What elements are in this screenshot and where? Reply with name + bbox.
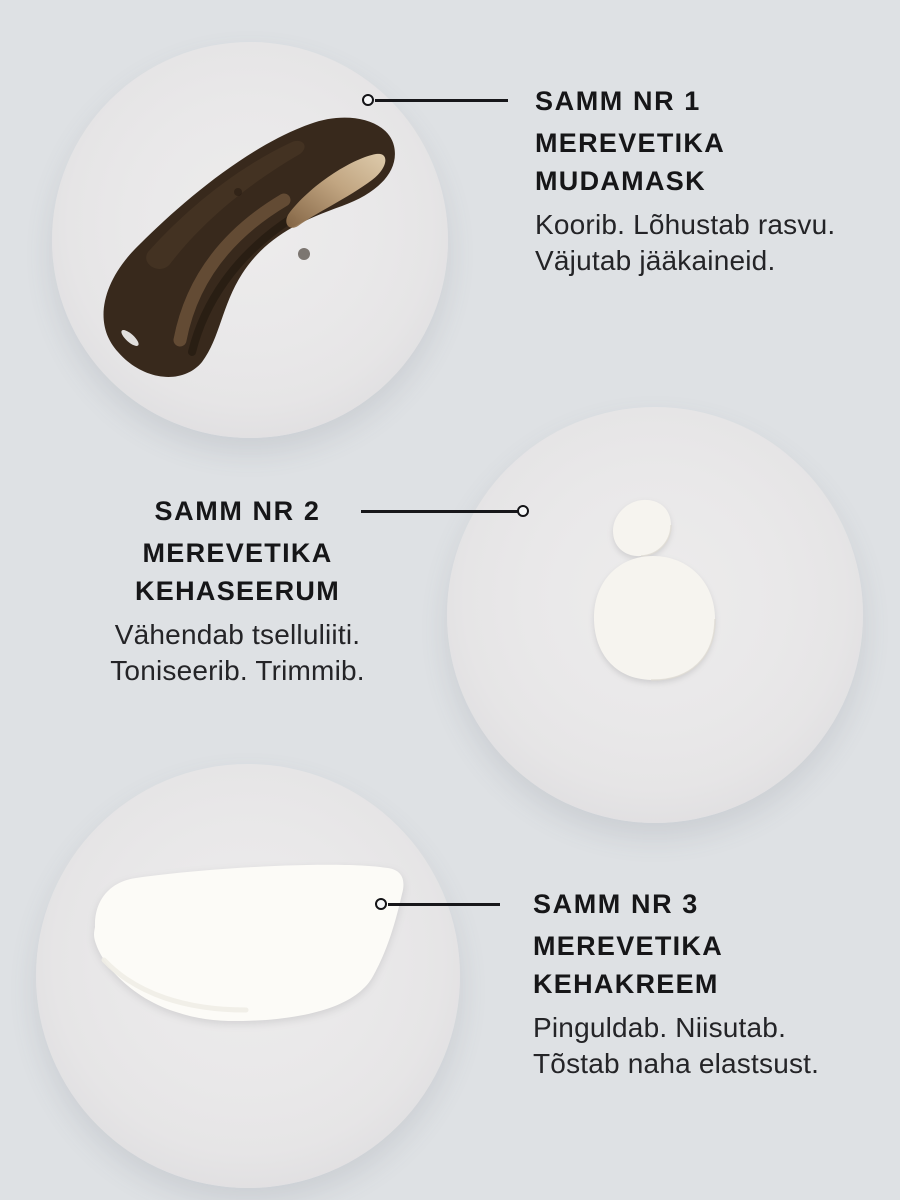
step1-description-line1: Koorib. Lõhustab rasvu.: [535, 209, 836, 240]
step2-product-line2: KEHASEERUM: [134, 576, 341, 606]
step3-product-line1: MEREVETIKA: [533, 931, 724, 961]
step2-description-line1: Vähendab tselluliiti.: [114, 619, 361, 650]
petri-dish-body-cream: [36, 764, 460, 1188]
callout-line-step1: [375, 99, 508, 102]
step2-info-block: [65, 496, 410, 689]
step1-product-name: [535, 124, 835, 200]
callout-dot-step1: [362, 94, 374, 106]
step1-product-line2: MUDAMASK: [535, 166, 706, 196]
step1-product-line1: MEREVETIKA: [535, 128, 726, 158]
step3-product-name: [533, 927, 819, 1003]
step3-description: [533, 1010, 819, 1082]
step3-description-line2: Tõstab naha elastsust.: [533, 1048, 820, 1079]
step2-product-name: [65, 534, 410, 610]
step2-description-line2: Toniseerib. Trimmib.: [110, 655, 365, 686]
body-serum-drops-image: [447, 407, 863, 823]
step2-product-line1: MEREVETIKA: [142, 538, 333, 568]
step2-description: [65, 617, 410, 689]
step3-product-line2: KEHAKREEM: [533, 969, 719, 999]
petri-dish-body-serum: [447, 407, 863, 823]
body-cream-smear-image: [36, 764, 460, 1188]
step3-description-line1: Pinguldab. Niisutab.: [533, 1012, 787, 1043]
step1-description: [535, 207, 835, 279]
step2-label: SAMM NR 2: [154, 496, 321, 526]
step3-label: SAMM NR 3: [533, 889, 699, 919]
callout-dot-step2: [517, 505, 529, 517]
callout-dot-step3: [375, 898, 387, 910]
step1-label: SAMM NR 1: [535, 86, 701, 116]
callout-line-step3: [388, 903, 500, 906]
step3-info-block: [533, 889, 819, 1082]
step1-description-line2: Väjutab jääkaineid.: [535, 245, 776, 276]
step1-info-block: [535, 86, 835, 279]
